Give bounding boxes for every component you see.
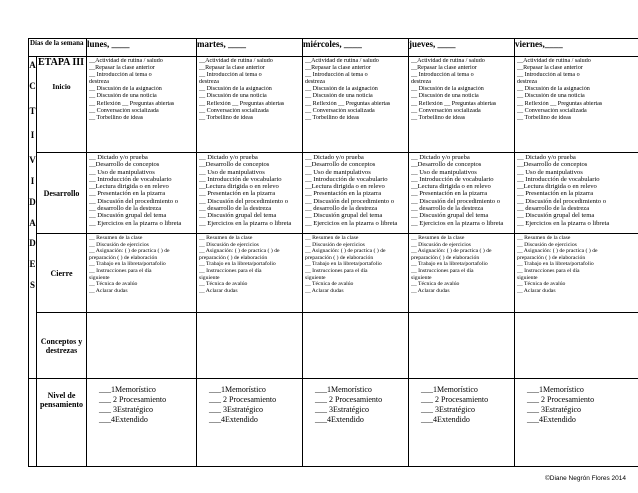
checklist-line: __ Introducción al tema o [305, 72, 368, 79]
checklist-line: preparación ( ) de elaboración [305, 254, 374, 261]
checklist-line: __ Torbellino de ideas [89, 114, 144, 121]
checklist-line: __ Ejercicios en la pizarra o libreta [89, 219, 182, 227]
inicio-cell[interactable] [197, 57, 303, 153]
checklist-line: __ Instrucciones para el día [199, 267, 262, 274]
checklist-line: destreza [89, 79, 109, 86]
checklist-line: __ Discusión de la asignación [199, 86, 272, 93]
checklist-line: __ Discusión grupal del tema [89, 212, 167, 220]
checklist-line: __ Discusión grupal del tema [517, 212, 595, 220]
checklist-line: ___1Memorístico [315, 385, 372, 394]
checklist-line: ___1Memorístico [99, 385, 156, 394]
checklist-line: preparación ( ) de elaboración [199, 254, 268, 261]
checklist-line: __ Trabajo en la libreta/portafolio [89, 261, 166, 268]
checklist-line: __ Introducción al tema o [517, 72, 580, 79]
checklist-line: ___1Memorístico [527, 385, 584, 394]
checklist-line: siguiente [305, 274, 326, 281]
conceptos-cell[interactable] [409, 313, 515, 379]
checklist-line: __ Aclarar dudas [89, 287, 128, 294]
checklist-line: __ Técnica de avalúo [305, 281, 354, 288]
checklist-line: __ Ejercicios en la pizarra o libreta [199, 219, 292, 227]
checklist-line: __ Instrucciones para el día [89, 267, 152, 274]
checklist-line: __ Discusión grupal del tema [199, 212, 277, 220]
conceptos-cell[interactable] [515, 313, 638, 379]
checklist-line: __ Introducción al tema o [89, 72, 152, 79]
lesson-planner-table [28, 38, 638, 467]
checklist-line: preparación ( ) de elaboración [89, 254, 158, 261]
checklist-line: preparación ( ) de elaboración [411, 254, 480, 261]
checklist-line: __ Reflexión __ Preguntas abiertas [89, 100, 175, 107]
checklist-line: __ Presentación en la pizarra [411, 190, 488, 198]
checklist-line: siguiente [411, 274, 432, 281]
cierre-cell[interactable] [303, 234, 409, 313]
checklist-line: __ desarrollo de la destreza [411, 205, 484, 213]
checklist-line: __ Conversación socializada [517, 107, 587, 114]
checklist-line: __ Introducción de vocabulario [411, 175, 494, 183]
checklist-line: __Lectura dirigida o en relevo [411, 183, 491, 191]
checklist-line: __ Discusión de ejercicios [89, 241, 149, 248]
checklist-line: __ Resumen de la clase [89, 235, 143, 241]
day-thursday: jueves, ____ [409, 39, 515, 57]
inicio-label: Inicio [52, 82, 71, 91]
desarrollo-cell[interactable] [197, 153, 303, 234]
checklist-line: __ Técnica de avalúo [89, 281, 138, 288]
checklist-line: destreza [517, 79, 537, 86]
checklist-line: __Actividad de rutina / saludo [89, 58, 163, 64]
checklist-line: __ Torbellino de ideas [305, 114, 360, 121]
checklist-line: __ Introducción de vocabulario [199, 175, 282, 183]
checklist-line: __ Aclarar dudas [517, 287, 556, 294]
desarrollo-cell[interactable] [515, 153, 638, 234]
checklist-line: siguiente [89, 274, 110, 281]
checklist-line: __ Introducción de vocabulario [517, 175, 600, 183]
checklist-line: preparación ( ) de elaboración [517, 254, 586, 261]
checklist-line: __ Resumen de la clase [199, 235, 253, 241]
checklist-line: __ Discusión del procedimiento o [411, 197, 501, 205]
checklist-line: __Repasar la clase anterior [305, 65, 371, 72]
inicio-stage-cell [37, 57, 87, 153]
checklist-line: __ Discusión de una noticia [89, 93, 157, 100]
checklist-line: ___ 3Estratégico [99, 405, 153, 414]
checklist-line: __ Discusión de la asignación [89, 86, 162, 93]
checklist-line: __ Dictado y/o prueba [411, 154, 470, 161]
checklist-line: __ Discusión de la asignación [411, 86, 484, 93]
desarrollo-cell[interactable] [303, 153, 409, 234]
checklist-line: __ Resumen de la clase [517, 235, 571, 241]
checklist-line: __ Instrucciones para el día [305, 267, 368, 274]
checklist-line: __Lectura dirigida o en relevo [305, 183, 385, 191]
actividades-vertical-label: A C T I V I D A D E S [29, 57, 37, 379]
conceptos-label: Conceptos y destrezas [37, 313, 87, 379]
checklist-line: __ Discusión del procedimiento o [199, 197, 289, 205]
checklist-line: __ Dictado y/o prueba [89, 154, 148, 161]
checklist-line: __ Introducción de vocabulario [305, 175, 388, 183]
checklist-line: __Repasar la clase anterior [411, 65, 477, 72]
checklist-line: ___4Extendido [209, 415, 258, 424]
inicio-cell[interactable] [409, 57, 515, 153]
checklist-line: __ Conversación socializada [305, 107, 375, 114]
checklist-line: ___1Memorístico [209, 385, 266, 394]
checklist-line: __Lectura dirigida o en relevo [517, 183, 597, 191]
checklist-line: __ Discusión de ejercicios [305, 241, 365, 248]
checklist-line: ___ 3Estratégico [209, 405, 263, 414]
checklist-line: __ Reflexión __ Preguntas abiertas [411, 100, 497, 107]
checklist-line: ___ 2 Procesamiento [315, 395, 383, 404]
header-row [29, 39, 638, 57]
conceptos-cell[interactable] [303, 313, 409, 379]
nivel-row [29, 379, 638, 467]
checklist-line: __ Discusión de una noticia [199, 93, 267, 100]
conceptos-cell[interactable] [87, 313, 197, 379]
cierre-row [29, 234, 638, 313]
checklist-line: __ Asignación: ( ) de practica ( ) de [89, 248, 170, 255]
checklist-line: __ Aclarar dudas [411, 287, 450, 294]
checklist-line: siguiente [517, 274, 538, 281]
checklist-line: __Desarrollo de conceptos [517, 161, 588, 169]
checklist-line: __ Discusión de la asignación [305, 86, 378, 93]
checklist-line: __ Asignación: ( ) de practica ( ) de [199, 248, 280, 255]
inicio-cell[interactable] [303, 57, 409, 153]
checklist-line: destreza [411, 79, 431, 86]
day-tuesday: martes, ____ [197, 39, 303, 57]
checklist-line: ___ 2 Procesamiento [209, 395, 277, 404]
checklist-line: __ Dictado y/o prueba [305, 154, 364, 161]
checklist-line: __ Introducción al tema o [199, 72, 262, 79]
checklist-line: __ Ejercicios en la pizarra o libreta [411, 219, 504, 227]
inicio-cell[interactable] [515, 57, 638, 153]
checklist-line: ___ 3Estratégico [315, 405, 369, 414]
checklist-line: __ Uso de manipulativos [305, 168, 371, 176]
checklist-line: __ Técnica de avalúo [517, 281, 566, 288]
checklist-line: __ Discusión grupal del tema [305, 212, 383, 220]
checklist-line: __ Dictado y/o prueba [199, 154, 258, 161]
nivel-cell[interactable] [303, 379, 409, 467]
checklist-line: __ Presentación en la pizarra [305, 190, 382, 198]
etapa-label: ETAPA III [38, 57, 85, 68]
conceptos-row [29, 313, 638, 379]
checklist-line: __ Discusión del procedimiento o [517, 197, 607, 205]
checklist-line: __ Uso de manipulativos [199, 168, 265, 176]
day-monday: lunes, ____ [87, 39, 197, 57]
checklist-line: __ Reflexión __ Preguntas abiertas [305, 100, 391, 107]
checklist-line: destreza [305, 79, 325, 86]
checklist-line: __ Uso de manipulativos [411, 168, 477, 176]
checklist-line: __ Introducción al tema o [411, 72, 474, 79]
checklist-line: __ Discusión grupal del tema [411, 212, 489, 220]
conceptos-cell[interactable] [197, 313, 303, 379]
checklist-line: __ Presentación en la pizarra [89, 190, 166, 198]
checklist-line: __ Aclarar dudas [199, 287, 238, 294]
checklist-line: __Lectura dirigida o en relevo [199, 183, 279, 191]
nivel-label: Nivel de pensamiento [37, 379, 87, 467]
days-of-week-label: Días de la semana [29, 39, 87, 57]
checklist-line: __Actividad de rutina / saludo [411, 58, 485, 64]
checklist-line: siguiente [199, 274, 220, 281]
checklist-line: __ Asignación: ( ) de practica ( ) de [411, 248, 492, 255]
checklist-line: ___ 2 Procesamiento [527, 395, 595, 404]
cierre-label: Cierre [37, 234, 87, 313]
checklist-line: __ Dictado y/o prueba [517, 154, 576, 161]
checklist-line: __Desarrollo de conceptos [305, 161, 376, 169]
checklist-line: __ Torbellino de ideas [517, 114, 572, 121]
inicio-row [29, 57, 638, 153]
checklist-line: __ Trabajo en la libreta/portafolio [199, 261, 276, 268]
checklist-line: __Repasar la clase anterior [89, 65, 155, 72]
checklist-line: __ Discusión del procedimiento o [89, 197, 179, 205]
checklist-line: __Desarrollo de conceptos [199, 161, 270, 169]
checklist-line: __Desarrollo de conceptos [411, 161, 482, 169]
checklist-line: __ Conversación socializada [411, 107, 481, 114]
checklist-line: __ Uso de manipulativos [89, 168, 155, 176]
checklist-line: __ Discusión de una noticia [305, 93, 373, 100]
checklist-line: __ Discusión del procedimiento o [305, 197, 395, 205]
checklist-line: __ Trabajo en la libreta/portafolio [305, 261, 382, 268]
checklist-line: __ Discusión de ejercicios [411, 241, 471, 248]
checklist-line: __ Reflexión __ Preguntas abiertas [199, 100, 285, 107]
checklist-line: ___1Memorístico [421, 385, 478, 394]
checklist-line: __ Uso de manipulativos [517, 168, 583, 176]
checklist-line: __ Torbellino de ideas [411, 114, 466, 121]
cierre-cell[interactable] [515, 234, 638, 313]
checklist-line: ___ 2 Procesamiento [421, 395, 489, 404]
checklist-line: __ Discusión de una noticia [411, 93, 479, 100]
checklist-line: __ Presentación en la pizarra [517, 190, 594, 198]
checklist-line: ___4Extendido [99, 415, 148, 424]
desarrollo-label: Desarrollo [37, 153, 87, 234]
checklist-line: __Repasar la clase anterior [199, 65, 265, 72]
checklist-line: __ Instrucciones para el día [517, 267, 580, 274]
nivel-cell[interactable] [87, 379, 197, 467]
checklist-line: __ desarrollo de la destreza [517, 205, 590, 213]
checklist-line: ___ 3Estratégico [527, 405, 581, 414]
checklist-line: __ Presentación en la pizarra [199, 190, 276, 198]
checklist-line: __ Discusión de ejercicios [199, 241, 259, 248]
nivel-cell[interactable] [197, 379, 303, 467]
checklist-line: __Desarrollo de conceptos [89, 161, 160, 169]
checklist-line: __ Aclarar dudas [305, 287, 344, 294]
cierre-cell[interactable] [409, 234, 515, 313]
checklist-line: ___ 2 Procesamiento [99, 395, 167, 404]
checklist-line: __Actividad de rutina / saludo [305, 58, 379, 64]
checklist-line: __Repasar la clase anterior [517, 65, 583, 72]
checklist-line: __ desarrollo de la destreza [199, 205, 272, 213]
day-wednesday: miércoles, ____ [303, 39, 409, 57]
nivel-cell[interactable] [409, 379, 515, 467]
checklist-line: __ Técnica de avalúo [411, 281, 460, 288]
checklist-line: ___ 3Estratégico [421, 405, 475, 414]
checklist-line: ___4Extendido [315, 415, 364, 424]
desarrollo-row [29, 153, 638, 234]
checklist-line: __ Trabajo en la libreta/portafolio [517, 261, 594, 268]
inicio-cell[interactable] [87, 57, 197, 153]
checklist-line: __ Discusión de una noticia [517, 93, 585, 100]
nivel-spacer [29, 379, 37, 467]
nivel-cell[interactable] [515, 379, 638, 467]
checklist-line: __ Técnica de avalúo [199, 281, 248, 288]
checklist-line: __ Conversación socializada [89, 107, 159, 114]
checklist-line: __Actividad de rutina / saludo [517, 58, 591, 64]
checklist-line: __ Ejercicios en la pizarra o libreta [517, 219, 610, 227]
checklist-line: __ Ejercicios en la pizarra o libreta [305, 219, 398, 227]
desarrollo-cell[interactable] [409, 153, 515, 234]
checklist-line: __ desarrollo de la destreza [305, 205, 378, 213]
checklist-line: __ Reflexión __ Preguntas abiertas [517, 100, 603, 107]
checklist-line: __ Torbellino de ideas [199, 114, 254, 121]
checklist-line: __ Conversación socializada [199, 107, 269, 114]
checklist-line: __ desarrollo de la destreza [89, 205, 162, 213]
checklist-line: __Lectura dirigida o en relevo [89, 183, 169, 191]
checklist-line: __ Resumen de la clase [411, 235, 465, 241]
checklist-line: __ Discusión de la asignación [517, 86, 590, 93]
checklist-line: __ Resumen de la clase [305, 235, 359, 241]
checklist-line: destreza [199, 79, 219, 86]
day-friday: viernes,____ [515, 39, 638, 57]
checklist-line: ___4Extendido [527, 415, 576, 424]
desarrollo-cell[interactable] [87, 153, 197, 234]
checklist-line: __ Discusión de ejercicios [517, 241, 577, 248]
copyright-footer: ©Diane Negrón Flores 2014 [544, 475, 626, 482]
checklist-line: __ Asignación: ( ) de practica ( ) de [517, 248, 598, 255]
cierre-cell[interactable] [87, 234, 197, 313]
checklist-line: __ Asignación: ( ) de practica ( ) de [305, 248, 386, 255]
cierre-cell[interactable] [197, 234, 303, 313]
checklist-line: __ Introducción de vocabulario [89, 175, 172, 183]
checklist-line: __ Instrucciones para el día [411, 267, 474, 274]
checklist-line: __ Trabajo en la libreta/portafolio [411, 261, 488, 268]
checklist-line: ___4Extendido [421, 415, 470, 424]
checklist-line: __Actividad de rutina / saludo [199, 58, 273, 64]
